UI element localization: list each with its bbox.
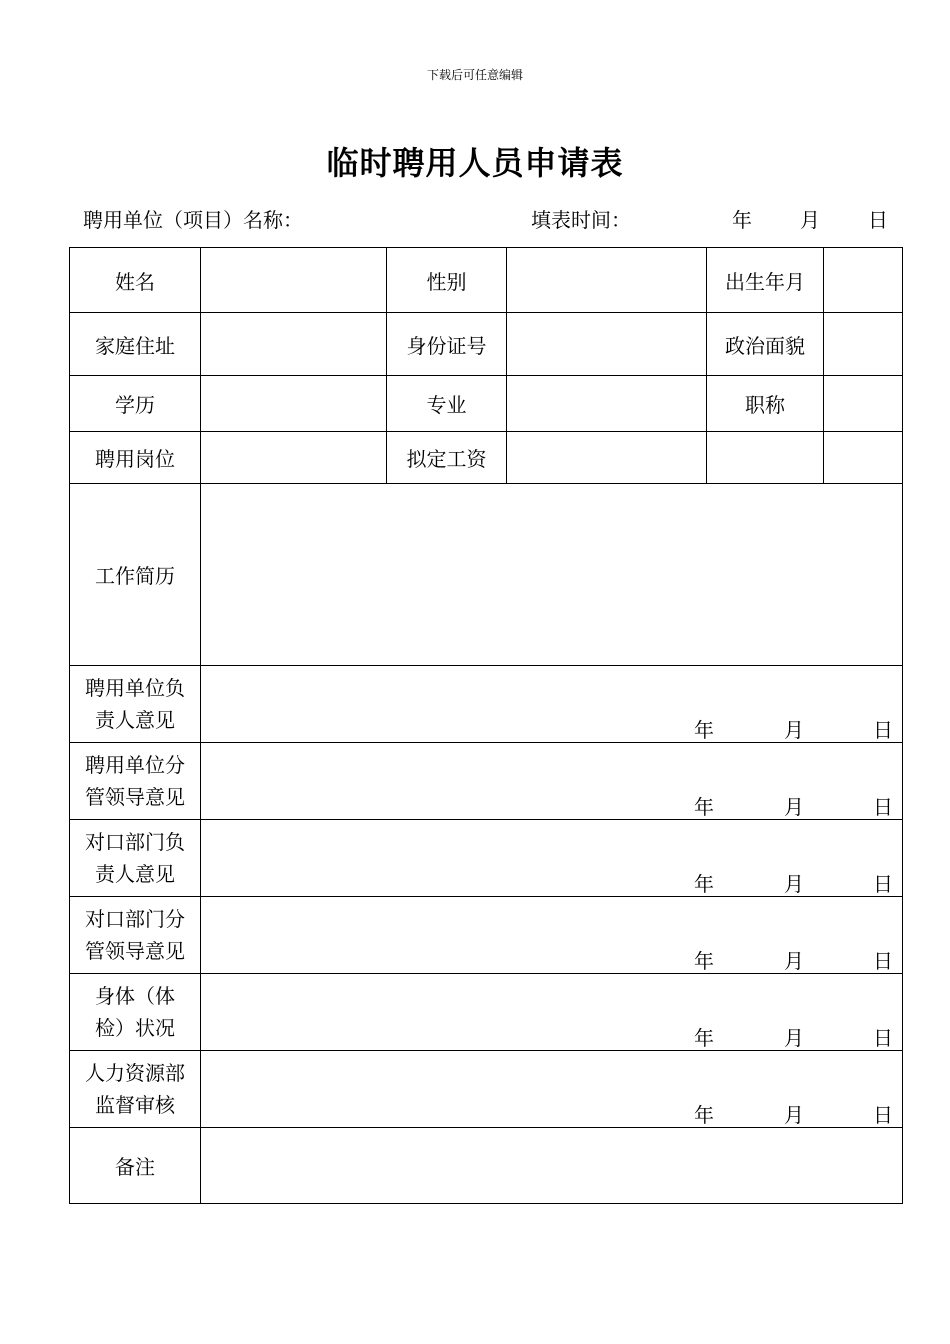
gender-field[interactable] (507, 248, 707, 313)
opinion-row (70, 666, 903, 743)
opinion-label: 聘用单位分 管领导意见 (70, 743, 201, 820)
title-label: 职称 (707, 376, 824, 432)
political-label: 政治面貌 (707, 313, 824, 376)
extra-field-blank[interactable] (824, 432, 903, 484)
opinion-row (70, 820, 903, 897)
remarks-label: 备注 (70, 1128, 201, 1204)
opinion-field[interactable] (201, 1051, 903, 1128)
unit-name-label: 聘用单位（项目）名称： (83, 208, 303, 232)
opinion-day: 日 (873, 795, 893, 819)
address-label: 家庭住址 (70, 313, 201, 376)
major-label: 专业 (387, 376, 507, 432)
resume-label: 工作简历 (70, 484, 201, 666)
political-field[interactable] (824, 313, 903, 376)
opinion-label: 对口部门分 管领导意见 (70, 897, 201, 974)
opinion-day: 日 (873, 949, 893, 973)
opinion-month: 月 (784, 872, 804, 896)
opinion-year: 年 (694, 1103, 714, 1127)
opinion-field[interactable] (201, 666, 903, 743)
remarks-field[interactable] (201, 1128, 903, 1204)
name-label: 姓名 (70, 248, 201, 313)
major-field[interactable] (507, 376, 707, 432)
birth-label: 出生年月 (707, 248, 824, 313)
row-basic-3 (70, 376, 903, 432)
opinion-day: 日 (873, 872, 893, 896)
birth-field[interactable] (824, 248, 903, 313)
opinion-month: 月 (784, 718, 804, 742)
opinion-row (70, 1051, 903, 1128)
fill-date-year: 年 (732, 208, 752, 232)
row-remarks (70, 1128, 903, 1204)
opinion-year: 年 (694, 1026, 714, 1050)
header-note: 下载后可任意编辑 (426, 68, 523, 82)
opinion-field[interactable] (201, 820, 903, 897)
opinion-row (70, 743, 903, 820)
position-label: 聘用岗位 (70, 432, 201, 484)
opinion-field[interactable] (201, 974, 903, 1051)
opinion-field[interactable] (201, 743, 903, 820)
address-field[interactable] (201, 313, 387, 376)
opinion-label: 人力资源部 监督审核 (70, 1051, 201, 1128)
opinion-day: 日 (873, 1103, 893, 1127)
form-title: 临时聘用人员申请表 (326, 144, 624, 182)
opinion-label: 身体（体 检）状况 (70, 974, 201, 1051)
gender-label: 性别 (387, 248, 507, 313)
opinion-day: 日 (873, 718, 893, 742)
opinion-field[interactable] (201, 897, 903, 974)
opinion-year: 年 (694, 795, 714, 819)
extra-label-blank (707, 432, 824, 484)
fill-date-label: 填表时间： (531, 208, 631, 232)
row-basic-2 (70, 313, 903, 376)
fill-date-month: 月 (800, 208, 820, 232)
opinion-year: 年 (694, 949, 714, 973)
opinion-month: 月 (784, 949, 804, 973)
id-number-label: 身份证号 (387, 313, 507, 376)
education-label: 学历 (70, 376, 201, 432)
row-resume (70, 484, 903, 666)
row-basic-1 (70, 248, 903, 313)
row-basic-4 (70, 432, 903, 484)
opinion-year: 年 (694, 718, 714, 742)
opinion-month: 月 (784, 1103, 804, 1127)
opinion-row (70, 974, 903, 1051)
resume-field[interactable] (201, 484, 903, 666)
opinion-year: 年 (694, 872, 714, 896)
opinion-month: 月 (784, 795, 804, 819)
opinion-label: 聘用单位负 责人意见 (70, 666, 201, 743)
salary-field[interactable] (507, 432, 707, 484)
position-field[interactable] (201, 432, 387, 484)
title-field[interactable] (824, 376, 903, 432)
opinion-row (70, 897, 903, 974)
education-field[interactable] (201, 376, 387, 432)
opinion-month: 月 (784, 1026, 804, 1050)
application-form-table (69, 247, 903, 1204)
opinion-label: 对口部门负 责人意见 (70, 820, 201, 897)
fill-date-day: 日 (868, 208, 888, 232)
id-number-field[interactable] (507, 313, 707, 376)
salary-label: 拟定工资 (387, 432, 507, 484)
opinion-day: 日 (873, 1026, 893, 1050)
name-field[interactable] (201, 248, 387, 313)
